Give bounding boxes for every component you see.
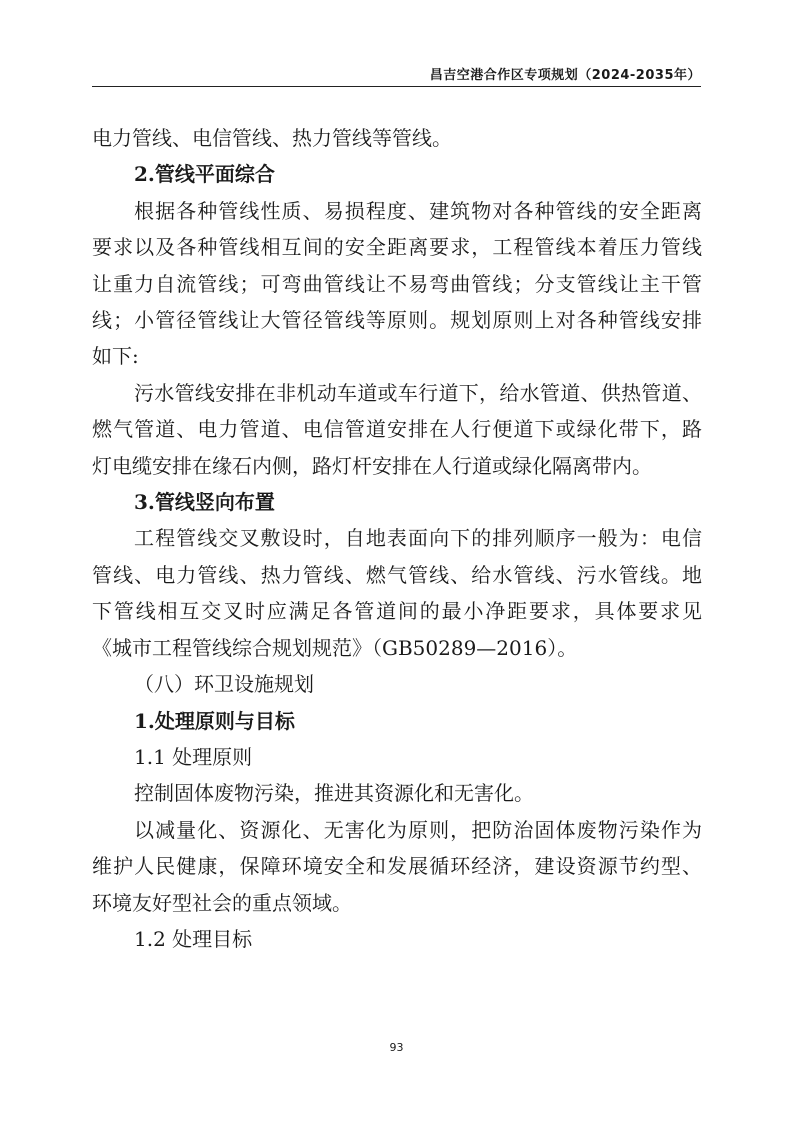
paragraph-line: 管线、电力管线、热力管线、燃气管线、给水管线、污水管线。地 [92, 562, 702, 587]
paragraph-line: 线；小管径管线让大管径管线等原则。规划原则上对各种管线安排 [92, 308, 702, 333]
subsection-heading: 1.2 处理目标 [134, 926, 253, 951]
header-title: 昌吉空港合作区专项规划（2024-2035年） [429, 68, 701, 83]
paragraph-line: 电力管线、电信管线、热力管线等管线。 [92, 126, 452, 150]
paragraph-line: 下管线相互交叉时应满足各管道间的最小净距要求，具体要求见 [92, 599, 702, 624]
paragraph-line: 污水管线安排在非机动车道或车行道下，给水管道、供热管道、 [134, 380, 702, 405]
paragraph-line: 环境友好型社会的重点领域。 [92, 890, 352, 915]
paragraph-line: 灯电缆安排在缘石内侧，路灯杆安排在人行道或绿化隔离带内。 [92, 453, 652, 478]
subsection-heading: 1.1 处理原则 [134, 744, 253, 769]
paragraph-line: 要求以及各种管线相互间的安全距离要求，工程管线本着压力管线 [92, 235, 702, 260]
section-heading: 1.处理原则与目标 [134, 708, 295, 733]
paragraph-line: 根据各种管线性质、易损程度、建筑物对各种管线的安全距离 [134, 198, 702, 223]
page-number: 93 [389, 1041, 404, 1054]
page-header [92, 58, 701, 87]
paragraph-line: 维护人民健康，保障环境安全和发展循环经济，建设资源节约型、 [92, 854, 702, 879]
paragraph-line: 工程管线交叉敷设时，自地表面向下的排列顺序一般为：电信 [134, 526, 702, 551]
section-heading: 2.管线平面综合 [134, 162, 275, 187]
document-body [92, 120, 702, 957]
paragraph-line: 燃气管道、电力管道、电信管道安排在人行便道下或绿化带下，路 [92, 417, 702, 442]
chapter-heading: （八）环卫设施规划 [134, 672, 314, 697]
paragraph-line: 控制固体废物污染，推进其资源化和无害化。 [134, 781, 534, 806]
section-heading: 3.管线竖向布置 [134, 490, 275, 515]
paragraph-line: 让重力自流管线；可弯曲管线让不易弯曲管线；分支管线让主干管 [92, 271, 702, 296]
paragraph-line: 《城市工程管线综合规划规范》（GB50289—2016）。 [92, 635, 578, 660]
paragraph-line: 以减量化、资源化、无害化为原则，把防治固体废物污染作为 [134, 817, 702, 842]
paragraph-line: 如下: [92, 344, 139, 369]
